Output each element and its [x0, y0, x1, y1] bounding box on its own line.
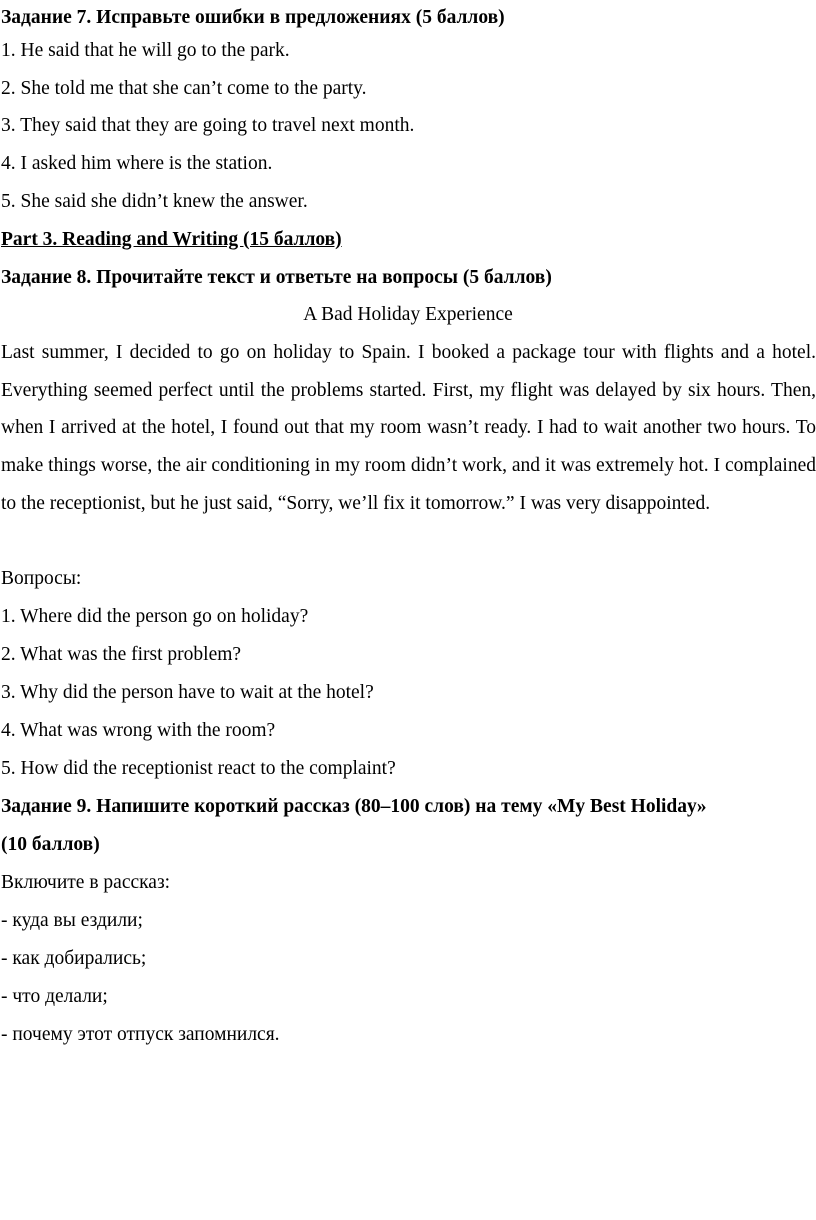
task7-item-3: 3. They said that they are going to travel next month.: [1, 115, 415, 136]
point-3: - что делали;: [1, 986, 108, 1007]
task7-item-2: 2. She told me that she can’t come to the party.: [1, 78, 367, 99]
question-1: 1. Where did the person go on holiday?: [1, 606, 309, 627]
question-4: 4. What was wrong with the room?: [1, 720, 276, 741]
task9-heading: Задание 9. Напишите короткий рассказ (80–100 слов) на тему «My Best Holiday»: [1, 796, 707, 817]
reading-text: Last summer, I decided to go on holiday to Spain. I booked a package tour with flights and a hotel. Everything seemed perfect until the problems started. First, my flight was delayed by six hours. Then, when I arrived at the hotel, I found out that my room wasn’t ready. I had to wait another two hours. To make things worse, the air conditioning in my room didn’t work, and it was extremely hot. I complained to the receptionist, but he just said, “Sorry, we’ll fix it tomorrow.” I was very disappointed.: [1, 342, 816, 514]
task7-item-4: 4. I asked him where is the station.: [1, 153, 273, 174]
question-2: 2. What was the first problem?: [1, 644, 242, 665]
task7-item-1: 1. He said that he will go to the park.: [1, 40, 290, 61]
task7-item-5: 5. She said she didn’t knew the answer.: [1, 191, 308, 212]
question-5: 5. How did the receptionist react to the complaint?: [1, 758, 396, 779]
task8-heading: Задание 8. Прочитайте текст и ответьте на вопросы (5 баллов): [1, 267, 552, 288]
questions-label: Вопросы:: [1, 568, 82, 589]
include-label: Включите в рассказ:: [1, 872, 171, 893]
point-4: - почему этот отпуск запомнился.: [1, 1024, 280, 1045]
text-title: A Bad Holiday Experience: [303, 304, 513, 325]
question-3: 3. Why did the person have to wait at the hotel?: [1, 682, 374, 703]
point-2: - как добирались;: [1, 948, 147, 969]
task9-heading-points: (10 баллов): [1, 834, 100, 855]
point-1: - куда вы ездили;: [1, 910, 143, 931]
task7-heading: Задание 7. Исправьте ошибки в предложениях (5 баллов): [1, 7, 505, 28]
part3-heading: Part 3. Reading and Writing (15 баллов): [1, 229, 342, 250]
